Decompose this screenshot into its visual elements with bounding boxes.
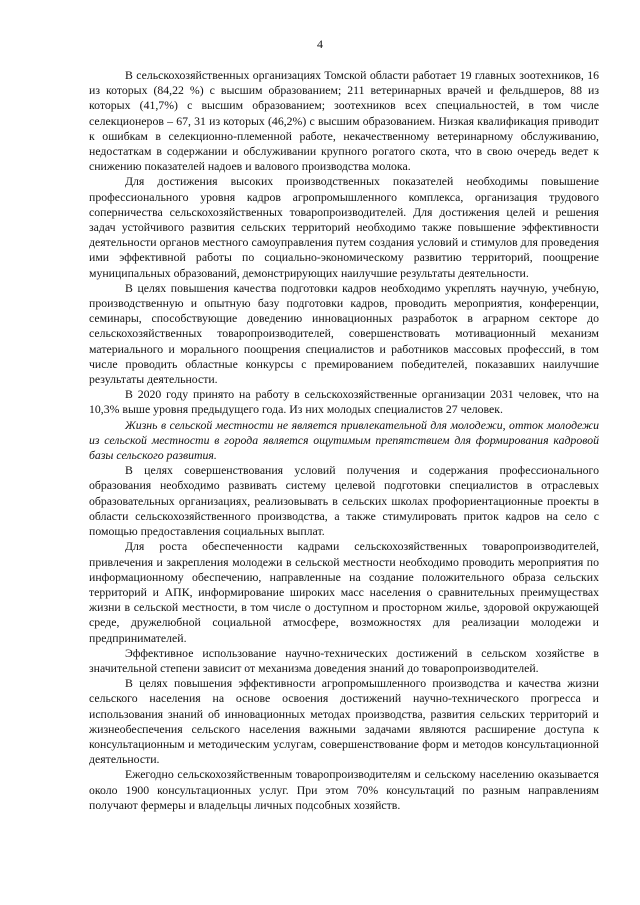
paragraph-education-conditions: В целях совершенствования условий получения и содержания профессионального образования необходимо развивать систему целевой подготовки специалистов в отраслевых образовательных организациях, реализовывать в сельских школах профориентационные проекты в области сельскохозяйственного производства, а также стимулировать приток кадров на село с помощью предоставления социальных выплат. [89, 463, 599, 539]
paragraph-hiring-2020: В 2020 году принято на работу в сельскохозяйственные организации 2031 человек, что на 10,3% выше уровня предыдущего года. Из них молодых специалистов 27 человек. [89, 387, 599, 417]
body-text [89, 68, 599, 813]
paragraph-staff-qualification: В сельскохозяйственных организациях Томской области работает 19 главных зоотехников, 16 из которых (84,22 %) с высшим образованием; 211 ветеринарных врачей и фельдшеров, 88 из которых (41,7%) с высшим образованием; зоотехников всех специальностей, в том числе селекционеров – 67, 31 из которых (46,2%) с высшим образованием. Низкая квалификация приводит к ошибкам в селекционно-племенной работе, некачественному ветеринарному обслуживанию, недостаткам в содержании и обслуживании крупного рогатого скота, что в свою очередь ведет к снижению показателей надоев и валового производства молока. [89, 68, 599, 174]
page-number: 4 [317, 37, 323, 51]
paragraph-youth-outflow: Жизнь в сельской местности не является привлекательной для молодежи, отток молодежи из сельской местности в города является ощутимым препятствием для формирования кадровой базы сельского развития. [89, 417, 599, 463]
paragraph-performance-indicators: Для достижения высоких производственных показателей необходимы повышение профессионального уровня кадров агропромышленного комплекса, организация трудового соперничества сельскохозяйственных товаропроизводителей. Для достижения целей и решения задач устойчивого развития сельских территорий необходимо также повышение эффективности деятельности органов местного самоуправления путем создания условий и стимулов для проведения ими эффективной работы по социально-экономическому развитию территорий, поощрение муниципальных образований, демонстрирующих наилучшие результаты деятельности. [89, 174, 599, 280]
paragraph-training-quality: В целях повышения качества подготовки кадров необходимо укреплять научную, учебную, производственную и опытную базу подготовки кадров, проводить мероприятия, конференции, семинары, способствующие доведению инновационных разработок в аграрном секторе до сельскохозяйственных товаропроизводителей, совершенствовать мотивационный механизм материального и морального поощрения специалистов и работников массовых профессий, в том числе проводить областные конкурсы с премированием победителей, показавших наилучшие результаты деятельности. [89, 280, 599, 387]
paragraph-consulting-services: Ежегодно сельскохозяйственным товаропроизводителям и сельскому населению оказывается около 1900 консультационных услуг. При этом 70% консультаций по разным направлениям получают фермеры и владельцы личных подсобных хозяйств. [89, 767, 599, 812]
paragraph-staffing-growth: Для роста обеспеченности кадрами сельскохозяйственных товаропроизводителей, привлечения и закрепления молодежи в сельской местности необходимо проводить мероприятия по информационному обеспечению, направленные на создание положительного образа сельских территорий и АПК, информирование широких масс населения о сравнительных преимуществах жизни в сельской местности, в том числе о доступном и просторном жилье, здоровой окружающей среде, дружелюбной социальной атмосфере, возможностях для реализации молодежи и предпринимателей. [89, 539, 599, 645]
paragraph-scientific-achievements: Эффективное использование научно-технических достижений в сельском хозяйстве в значительной степени зависит от механизма доведения знаний до товаропроизводителей. [89, 645, 599, 675]
paragraph-consulting-access: В целях повышения эффективности агропромышленного производства и качества жизни сельского населения на основе освоения достижений научно-технического прогресса и использования знаний об инновационных методах производства, развития сельских территорий и жизнеобеспечения сельского населения важными задачами являются расширение доступа к консультационным и методическим услугам, совершенствование форм и методов консультационной деятельности. [89, 676, 599, 767]
